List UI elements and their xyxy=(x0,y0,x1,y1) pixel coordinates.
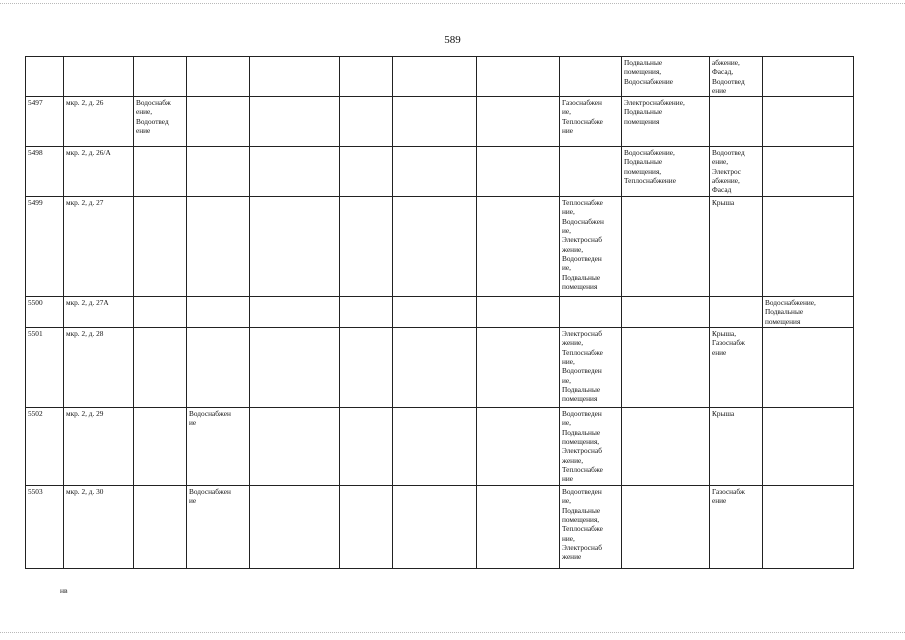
data-table xyxy=(25,56,854,569)
table-cell xyxy=(622,297,710,328)
table-cell xyxy=(477,328,560,408)
table-row xyxy=(26,297,854,328)
table-cell xyxy=(393,297,477,328)
table-cell: мкр. 2, д. 29 xyxy=(64,408,134,486)
table-cell xyxy=(393,328,477,408)
table-row xyxy=(26,147,854,197)
table-cell xyxy=(134,197,187,297)
table-cell xyxy=(250,408,340,486)
table-cell xyxy=(134,486,187,569)
table-cell: Водоснабжение, Подвальные помещения, Теплоснабжение xyxy=(622,147,710,197)
table-cell xyxy=(250,97,340,147)
table-cell xyxy=(622,408,710,486)
table-cell: 5500 xyxy=(26,297,64,328)
table-cell: Водоснабжение, Подвальные помещения xyxy=(763,297,854,328)
table-cell xyxy=(340,97,393,147)
table-cell xyxy=(560,297,622,328)
table-cell xyxy=(340,328,393,408)
table-cell: мкр. 2, д. 26/А xyxy=(64,147,134,197)
table-cell xyxy=(134,297,187,328)
table-cell xyxy=(187,147,250,197)
table-cell: 5503 xyxy=(26,486,64,569)
table-cell xyxy=(477,297,560,328)
table-cell xyxy=(187,197,250,297)
table-cell xyxy=(477,57,560,97)
table-cell: мкр. 2, д. 27А xyxy=(64,297,134,328)
table-cell: Крыша xyxy=(710,197,763,297)
table-cell xyxy=(477,147,560,197)
scan-edge-bottom xyxy=(0,632,905,636)
table-cell xyxy=(187,57,250,97)
table-cell xyxy=(134,408,187,486)
table-cell xyxy=(763,57,854,97)
table-cell xyxy=(763,486,854,569)
table-cell xyxy=(710,297,763,328)
table-cell: абжение, Фасад, Водоотвед ение xyxy=(710,57,763,97)
table-cell xyxy=(763,147,854,197)
table-cell: Водоснабж ение, Водоотвед ение xyxy=(134,97,187,147)
scan-edge-top xyxy=(0,3,905,7)
table-row xyxy=(26,408,854,486)
table-cell: Газоснабж ение xyxy=(710,486,763,569)
table-cell xyxy=(622,328,710,408)
table-cell: 5501 xyxy=(26,328,64,408)
table-cell: мкр. 2, д. 30 xyxy=(64,486,134,569)
table-cell xyxy=(340,197,393,297)
table-cell xyxy=(340,297,393,328)
table-cell xyxy=(64,57,134,97)
table-cell xyxy=(340,408,393,486)
table-cell xyxy=(134,328,187,408)
table-cell xyxy=(134,57,187,97)
table-cell: Теплоснабже ние, Водоснабжен ие, Электроснаб жение, Водоотведен ие, Подвальные помещения xyxy=(560,197,622,297)
footer-mark: нв xyxy=(60,586,68,595)
table-cell xyxy=(763,97,854,147)
table-cell xyxy=(250,147,340,197)
table-cell: Электроснабжение, Подвальные помещения xyxy=(622,97,710,147)
table-cell xyxy=(560,147,622,197)
table-cell: 5498 xyxy=(26,147,64,197)
table-cell xyxy=(560,57,622,97)
table-cell xyxy=(393,197,477,297)
table-cell xyxy=(250,197,340,297)
table-cell xyxy=(26,57,64,97)
table-cell xyxy=(393,147,477,197)
table-row xyxy=(26,197,854,297)
table-cell xyxy=(477,97,560,147)
table-cell: Электроснаб жение, Теплоснабже ние, Водоотведен ие, Подвальные помещения xyxy=(560,328,622,408)
table-cell: Крыша xyxy=(710,408,763,486)
page-number: 589 xyxy=(444,34,461,46)
table-row xyxy=(26,328,854,408)
table-cell xyxy=(187,97,250,147)
table-cell: 5497 xyxy=(26,97,64,147)
table-cell: Крыша, Газоснабж ение xyxy=(710,328,763,408)
table-cell xyxy=(622,197,710,297)
table-cell xyxy=(187,297,250,328)
table-cell: Подвальные помещения, Водоснабжение xyxy=(622,57,710,97)
table-cell xyxy=(477,197,560,297)
table-cell: мкр. 2, д. 28 xyxy=(64,328,134,408)
table-cell: Водоотведен ие, Подвальные помещения, Электроснаб жение, Теплоснабже ние xyxy=(560,408,622,486)
table-cell xyxy=(340,57,393,97)
table-cell xyxy=(763,328,854,408)
table-cell xyxy=(710,97,763,147)
table-cell: Газоснабжен ие, Теплоснабже ние xyxy=(560,97,622,147)
table-cell xyxy=(763,197,854,297)
table-cell xyxy=(393,97,477,147)
table-cell xyxy=(477,486,560,569)
table-cell: Водоотведен ие, Подвальные помещения, Теплоснабже ние, Электроснаб жение xyxy=(560,486,622,569)
table-cell xyxy=(134,147,187,197)
table-cell: Водоотвед ение, Электрос абжение, Фасад xyxy=(710,147,763,197)
table-cell xyxy=(393,486,477,569)
table-cell xyxy=(393,408,477,486)
table-cell xyxy=(250,57,340,97)
table-cell xyxy=(340,147,393,197)
table-cell: 5502 xyxy=(26,408,64,486)
table-cell xyxy=(340,486,393,569)
table-cell xyxy=(763,408,854,486)
table-cell: 5499 xyxy=(26,197,64,297)
table-row xyxy=(26,97,854,147)
table-cell xyxy=(477,408,560,486)
table-cell xyxy=(622,486,710,569)
table-cell: мкр. 2, д. 27 xyxy=(64,197,134,297)
table-cell: мкр. 2, д. 26 xyxy=(64,97,134,147)
table-row xyxy=(26,57,854,97)
table-cell: Водоснабжен ие xyxy=(187,408,250,486)
table-cell xyxy=(187,328,250,408)
table-cell xyxy=(393,57,477,97)
table-cell: Водоснабжен ие xyxy=(187,486,250,569)
table-row xyxy=(26,486,854,569)
table-cell xyxy=(250,297,340,328)
table-cell xyxy=(250,486,340,569)
table-cell xyxy=(250,328,340,408)
